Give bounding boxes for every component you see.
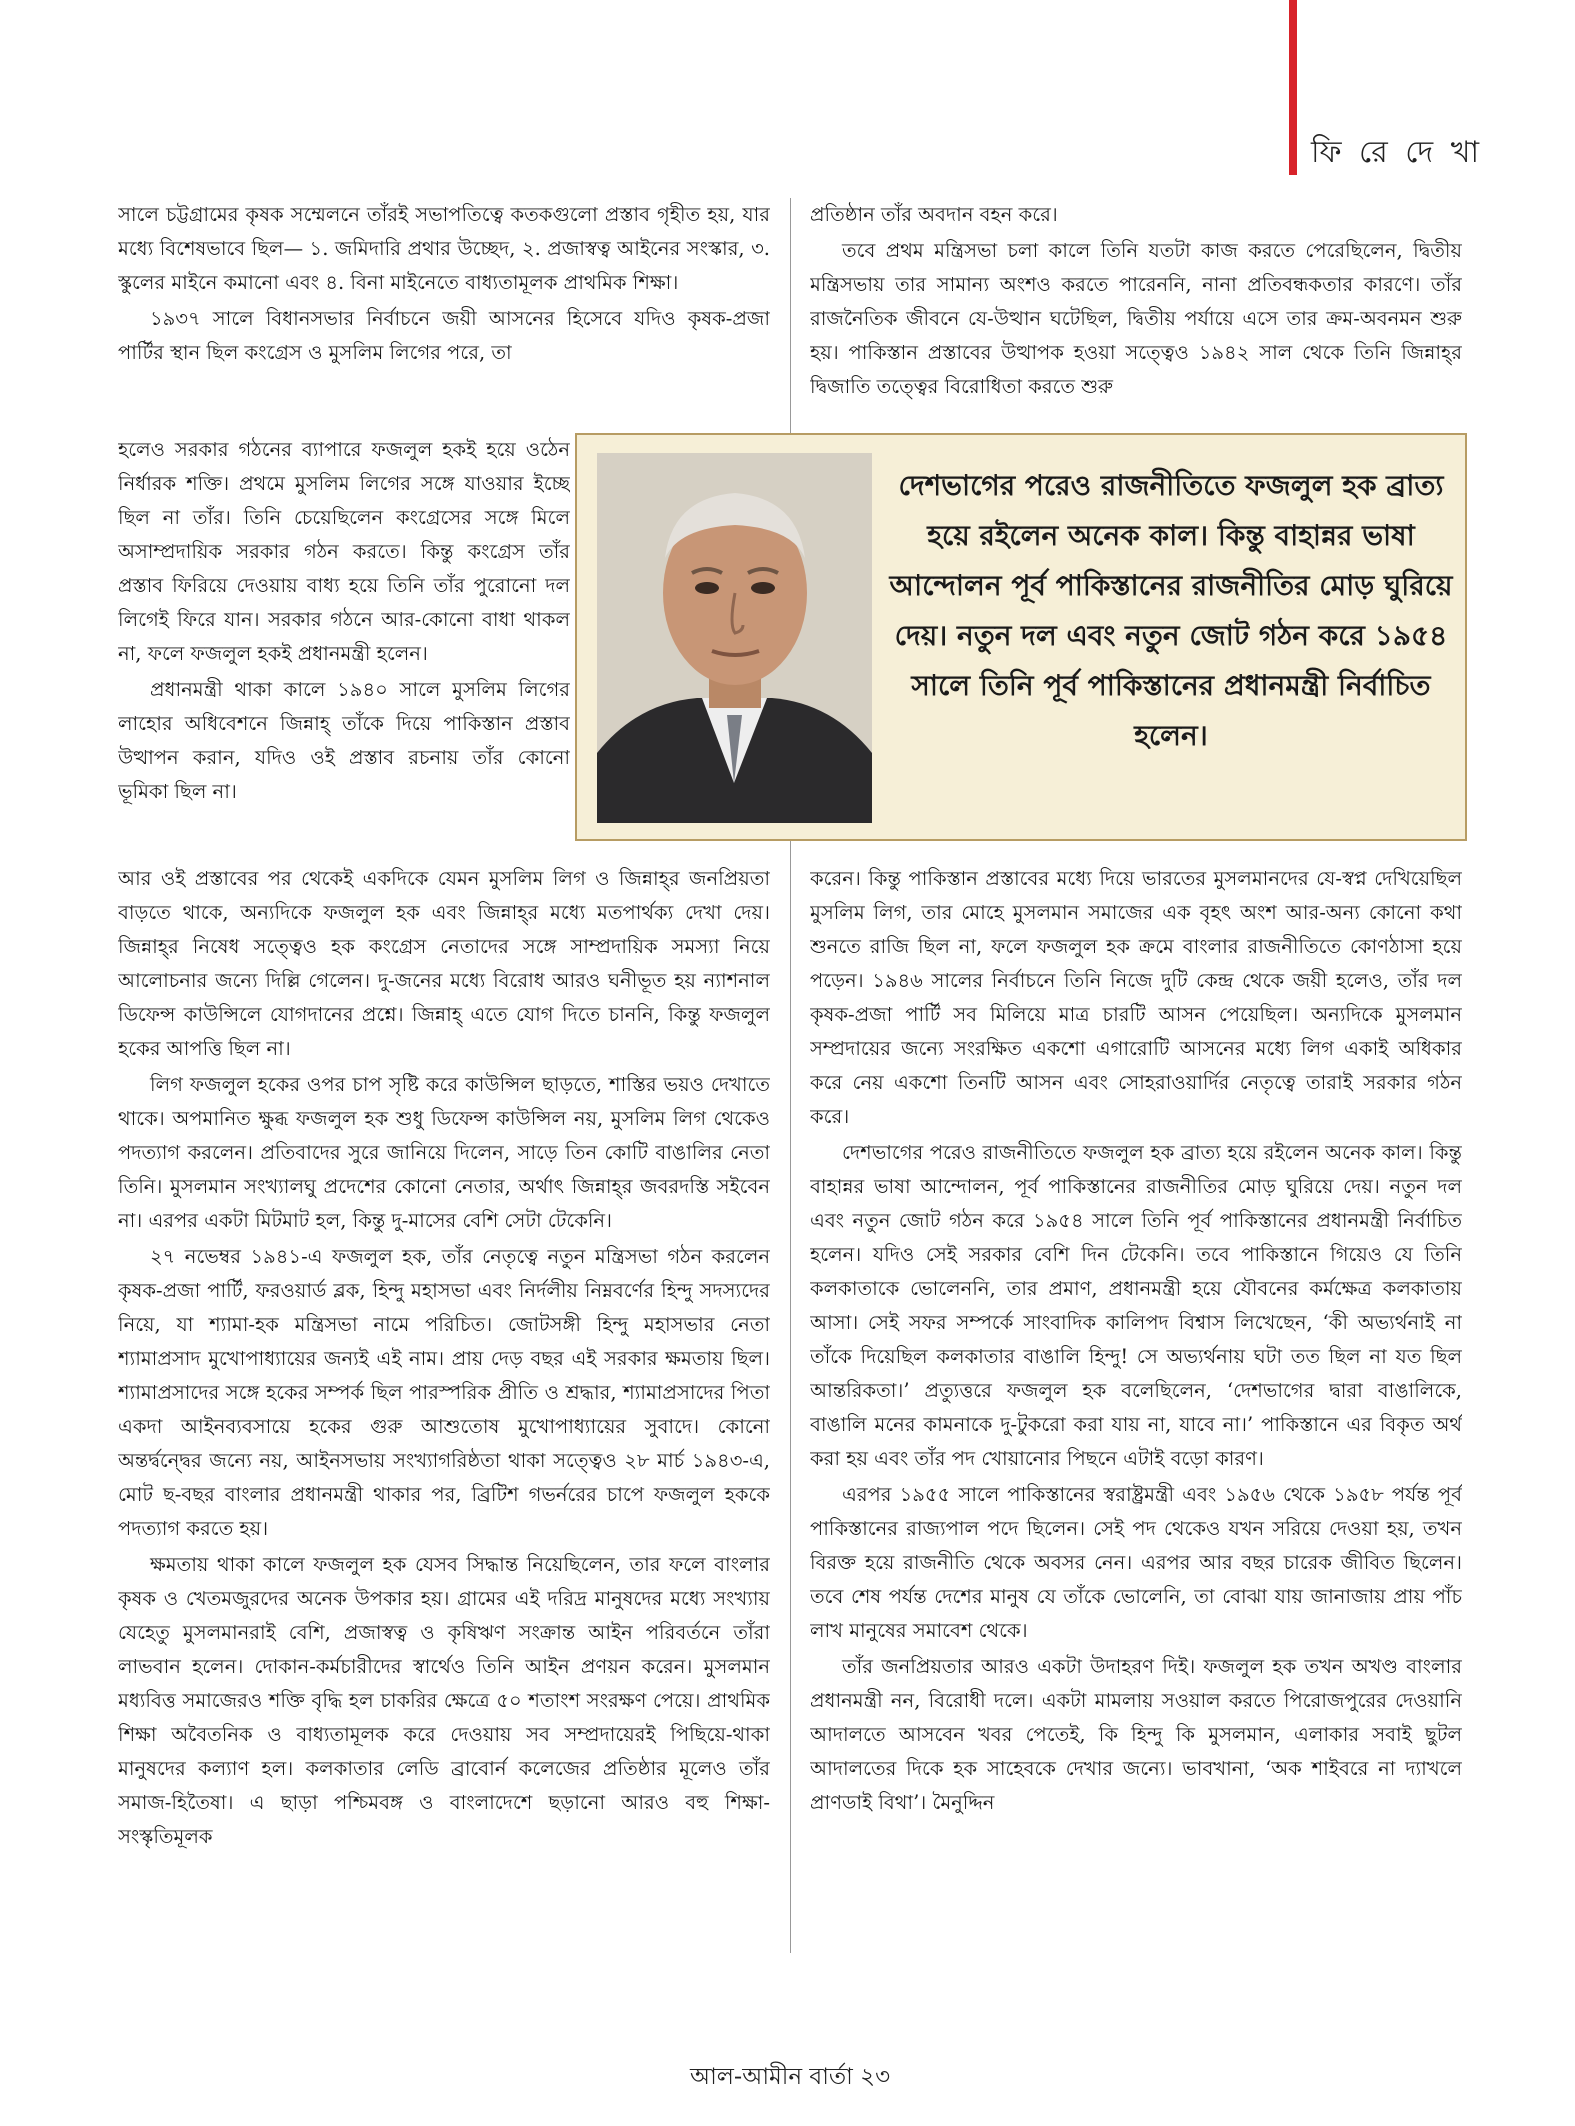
paragraph: তবে প্রথম মন্ত্রিসভা চলা কালে তিনি যতটা কাজ করতে পেরেছিলেন, দ্বিতীয় মন্ত্রিসভায় তার সামান্য অংশও করতে পারেননি, নানা প্রতিবন্ধকতার কারণে। তাঁর রাজনৈতিক জীবনে যে-উত্থান ঘটেছিল, দ্বিতীয় পর্যায়ে এসে তার ক্রম-অবনমন শুরু হয়। পাকিস্তান প্রস্তাবের উত্থাপক হওয়া সত্ত্বেও ১৯৪২ সাল থেকে তিনি জিন্নাহ্‌র দ্বিজাতি তত্ত্বের বিরোধিতা করতে শুরু bbox=[810, 239, 1462, 398]
paragraph: প্রধানমন্ত্রী থাকা কালে ১৯৪০ সালে মুসলিম লিগের লাহোর অধিবেশনে জিন্নাহ্ তাঁকে দিয়ে পাকিস্তান প্রস্তাব উত্থাপন করান, যদিও ওই প্রস্তাব রচনায় তাঁর কোনো ভূমিকা ছিল না। bbox=[118, 678, 570, 803]
paragraph: সালে চট্টগ্রামের কৃষক সম্মেলনে তাঁরই সভাপতিত্বে কতকগুলো প্রস্তাব গৃহীত হয়, যার মধ্যে বিশেষভাবে ছিল— ১. জমিদারি প্রথার উচ্ছেদ, ২. প্রজাস্বত্ব আইনের সংস্কার, ৩. স্কুলের মাইনে কমানো এবং ৪. বিনা মাইনেতে বাধ্যতামূলক প্রাথমিক শিক্ষা। bbox=[118, 203, 770, 294]
paragraph: ২৭ নভেম্বর ১৯৪১-এ ফজলুল হক, তাঁর নেতৃত্বে নতুন মন্ত্রিসভা গঠন করলেন কৃষক-প্রজা পার্টি, ফরওয়ার্ড ব্লক, হিন্দু মহাসভা এবং নির্দলীয় নিম্নবর্ণের হিন্দু সদস্যদের নিয়ে, যা শ্যামা-হক মন্ত্রিসভা নামে পরিচিত। জোটসঙ্গী হিন্দু মহাসভার নেতা শ্যামাপ্রসাদ মুখোপাধ্যায়ের জন্যই এই নাম। প্রায় দেড় বছর এই সরকার ক্ষমতায় ছিল। শ্যামাপ্রসাদের সঙ্গে হকের সম্পর্ক ছিল পারস্পরিক প্রীতি ও শ্রদ্ধার, শ্যামাপ্রসাদের পিতা একদা আইনব্যবসায়ে হকের গুরু আশুতোষ মুখোপাধ্যায়ের সুবাদে। কোনো অন্তর্দ্বন্দ্বের জন্যে নয়, আইনসভায় সংখ্যাগরিষ্ঠতা থাকা সত্ত্বেও ২৮ মার্চ ১৯৪৩-এ, মোট ছ-বছর বাংলার প্রধানমন্ত্রী থাকার পর, ব্রিটিশ গভর্নরের চাপে ফজলুল হককে পদত্যাগ করতে হয়। bbox=[118, 1245, 770, 1540]
section-title: ফি রে দে খা bbox=[1311, 135, 1484, 170]
paragraph: হলেও সরকার গঠনের ব্যাপারে ফজলুল হকই হয়ে ওঠেন নির্ধারক শক্তি। প্রথমে মুসলিম লিগের সঙ্গে যাওয়ার ইচ্ছে ছিল না তাঁর। তিনি চেয়েছিলেন কংগ্রেসের সঙ্গে মিলে অসাম্প্রদায়িক সরকার গঠন করতে। কিন্তু কংগ্রেস তাঁর প্রস্তাব ফিরিয়ে দেওয়ায় বাধ্য হয়ে তিনি তাঁর পুরোনো দল লিগেই ফিরে যান। সরকার গঠনে আর-কোনো বাধা থাকল না, ফলে ফজলুল হকই প্রধানমন্ত্রী হলেন। bbox=[118, 438, 570, 665]
right-column-bottom bbox=[810, 862, 1462, 1954]
paragraph: ১৯৩৭ সালে বিধানসভার নির্বাচনে জয়ী আসনের হিসেবে যদিও কৃষক-প্রজা পার্টির স্থান ছিল কংগ্রেস ও মুসলিম লিগের পরে, তা bbox=[118, 307, 770, 364]
paragraph: লিগ ফজলুল হকের ওপর চাপ সৃষ্টি করে কাউন্সিল ছাড়তে, শাস্তির ভয়ও দেখাতে থাকে। অপমানিত ক্ষুব্ধ ফজলুল হক শুধু ডিফেন্স কাউন্সিল নয়, মুসলিম লিগ থেকেও পদত্যাগ করলেন। প্রতিবাদের সুরে জানিয়ে দিলেন, সাড়ে তিন কোটি বাঙালির নেতা তিনি। মুসলমান সংখ্যালঘু প্রদেশের কোনো নেতার, অর্থাৎ জিন্নাহ্‌র জবরদস্তি সইবেন না। এরপর একটা মিটমাট হল, কিন্তু দু-মাসের বেশি সেটা টেকেনি। bbox=[118, 1073, 770, 1232]
paragraph: এরপর ১৯৫৫ সালে পাকিস্তানের স্বরাষ্ট্রমন্ত্রী এবং ১৯৫৬ থেকে ১৯৫৮ পর্যন্ত পূর্ব পাকিস্তানের রাজ্যপাল পদে ছিলেন। সেই পদ থেকেও যখন সরিয়ে দেওয়া হয়, তখন বিরক্ত হয়ে রাজনীতি থেকে অবসর নেন। এরপর আর বছর চারেক জীবিত ছিলেন। তবে শেষ পর্যন্ত দেশের মানুষ যে তাঁকে ভোলেনি, তা বোঝা যায় জানাজায় প্রায় পাঁচ লাখ মানুষের সমাবেশ থেকে। bbox=[810, 1483, 1462, 1642]
paragraph: ক্ষমতায় থাকা কালে ফজলুল হক যেসব সিদ্ধান্ত নিয়েছিলেন, তার ফলে বাংলার কৃষক ও খেতমজুরদের অনেক উপকার হয়। গ্রামের এই দরিদ্র মানুষদের মধ্যে সংখ্যায় যেহেতু মুসলমানরাই বেশি, প্রজাস্বত্ব ও কৃষিঋণ সংক্রান্ত আইন পরিবর্তনে তাঁরা লাভবান হলেন। দোকান-কর্মচারীদের স্বার্থেও তিনি আইন প্রণয়ন করেন। মুসলমান মধ্যবিত্ত সমাজেরও শক্তি বৃদ্ধি হল চাকরির ক্ষেত্রে ৫০ শতাংশ সংরক্ষণ পেয়ে। প্রাথমিক শিক্ষা অবৈতনিক ও বাধ্যতামূলক করে দেওয়ায় সব সম্প্রদায়েরই পিছিয়ে-থাকা মানুষদের কল্যাণ হল। কলকাতার লেডি ব্রাবোর্ন কলেজের প্রতিষ্ঠার মূলেও তাঁর সমাজ-হিতৈষা। এ ছাড়া পশ্চিমবঙ্গ ও বাংলাদেশে ছড়ানো আরও বহু শিক্ষা-সংস্কৃতিমূলক bbox=[118, 1553, 770, 1848]
pull-quote-box bbox=[575, 433, 1467, 841]
left-column-top bbox=[118, 198, 770, 431]
paragraph: তাঁর জনপ্রিয়তার আরও একটা উদাহরণ দিই। ফজলুল হক তখন অখণ্ড বাংলার প্রধানমন্ত্রী নন, বিরোধী দলে। একটা মামলায় সওয়াল করতে পিরোজপুরের দেওয়ানি আদালতে আসবেন খবর পেতেই, কি হিন্দু কি মুসলমান, এলাকার সবাই ছুটল আদালতের দিকে হক সাহেবকে দেখার জন্যে। ভাবখানা, ‘অক শাইবরে না দ্যাখলে প্রাণডাই বিথা’। মৈনুদ্দিন bbox=[810, 1655, 1462, 1814]
right-column-top bbox=[810, 198, 1462, 430]
page-footer: আল-আমীন বার্তা ২৩ bbox=[689, 2064, 891, 2090]
header-accent-bar bbox=[1289, 0, 1297, 175]
paragraph: প্রতিষ্ঠান তাঁর অবদান বহন করে। bbox=[810, 203, 1058, 226]
paragraph: দেশভাগের পরেও রাজনীতিতে ফজলুল হক ব্রাত্য হয়ে রইলেন অনেক কাল। কিন্তু বাহান্নর ভাষা আন্দোলন, পূর্ব পাকিস্তানের রাজনীতির মোড় ঘুরিয়ে দেয়। নতুন দল এবং নতুন জোট গঠন করে ১৯৫৪ সালে তিনি পূর্ব পাকিস্তানের প্রধানমন্ত্রী নির্বাচিত হলেন। যদিও সেই সরকার বেশি দিন টেকেনি। তবে পাকিস্তানে গিয়েও যে তিনি কলকাতাকে ভোলেননি, তার প্রমাণ, প্রধানমন্ত্রী হয়ে যৌবনের কর্মক্ষেত্র কলকাতায় আসা। সেই সফর সম্পর্কে সাংবাদিক কালিপদ বিশ্বাস লিখেছেন, ‘কী অভ্যর্থনাই না তাঁকে দিয়েছিল কলকাতার বাঙালি হিন্দু! সে অভ্যর্থনায় ঘটা তত ছিল না যত ছিল আন্তরিকতা।’ প্রত্যুত্তরে ফজলুল হক বলেছিলেন, ‘দেশভাগের দ্বারা বাঙালিকে, বাঙালি মনের কামনাকে দু-টুকরো করা যায় না, যাবে না।’ পাকিস্তানে এর বিকৃত অর্থ করা হয় এবং তাঁর পদ খোয়ানোর পিছনে এটাই বড়ো কারণ। bbox=[810, 1141, 1462, 1470]
left-column-bottom bbox=[118, 862, 770, 1954]
portrait-illustration bbox=[597, 453, 872, 823]
left-column-wrap bbox=[118, 433, 570, 851]
pull-quote-text: দেশভাগের পরেও রাজনীতিতে ফজলুল হক ব্রাত্য হয়ে রইলেন অনেক কাল। কিন্তু বাহান্নর ভাষা আন্দোলন পূর্ব পাকিস্তানের রাজনীতির মোড় ঘুরিয়ে দেয়। নতুন দল এবং নতুন জোট গঠন করে ১৯৫৪ সালে তিনি পূর্ব পাকিস্তানের প্রধানমন্ত্রী নির্বাচিত হলেন। bbox=[889, 469, 1453, 752]
portrait-photo bbox=[597, 453, 872, 823]
paragraph: করেন। কিন্তু পাকিস্তান প্রস্তাবের মধ্যে দিয়ে ভারতের মুসলমানদের যে-স্বপ্ন দেখিয়েছিল মুসলিম লিগ, তার মোহে মুসলমান সমাজের এক বৃহৎ অংশ আর-অন্য কোনো কথা শুনতে রাজি ছিল না, ফলে ফজলুল হক ক্রমে বাংলার রাজনীতিতে কোণঠাসা হয়ে পড়েন। ১৯৪৬ সালের নির্বাচনে তিনি নিজে দুটি কেন্দ্র থেকে জয়ী হলেও, তাঁর দল কৃষক-প্রজা পার্টি সব মিলিয়ে মাত্র চারটি আসন পেয়েছিল। অন্যদিকে মুসলমান সম্প্রদায়ের জন্যে সংরক্ষিত একশো এগারোটি আসনের মধ্যে লিগ একাই অধিকার করে নেয় একশো তিনটি আসন এবং সোহরাওয়ার্দির নেতৃত্বে তারাই সরকার গঠন করে। bbox=[810, 867, 1462, 1128]
paragraph: আর ওই প্রস্তাবের পর থেকেই একদিকে যেমন মুসলিম লিগ ও জিন্নাহ্‌র জনপ্রিয়তা বাড়তে থাকে, অন্যদিকে ফজলুল হক এবং জিন্নাহ্‌র মধ্যে মতপার্থক্য দেখা দেয়। জিন্নাহ্‌র নিষেধ সত্ত্বেও হক কংগ্রেস নেতাদের সঙ্গে সাম্প্রদায়িক সমস্যা নিয়ে আলোচনার জন্যে দিল্লি গেলেন। দু-জনের মধ্যে বিরোধ আরও ঘনীভূত হয় ন্যাশনাল ডিফেন্স কাউন্সিলে যোগদানের প্রশ্নে। জিন্নাহ্ এতে যোগ দিতে চাননি, কিন্তু ফজলুল হকের আপত্তি ছিল না। bbox=[118, 867, 770, 1060]
